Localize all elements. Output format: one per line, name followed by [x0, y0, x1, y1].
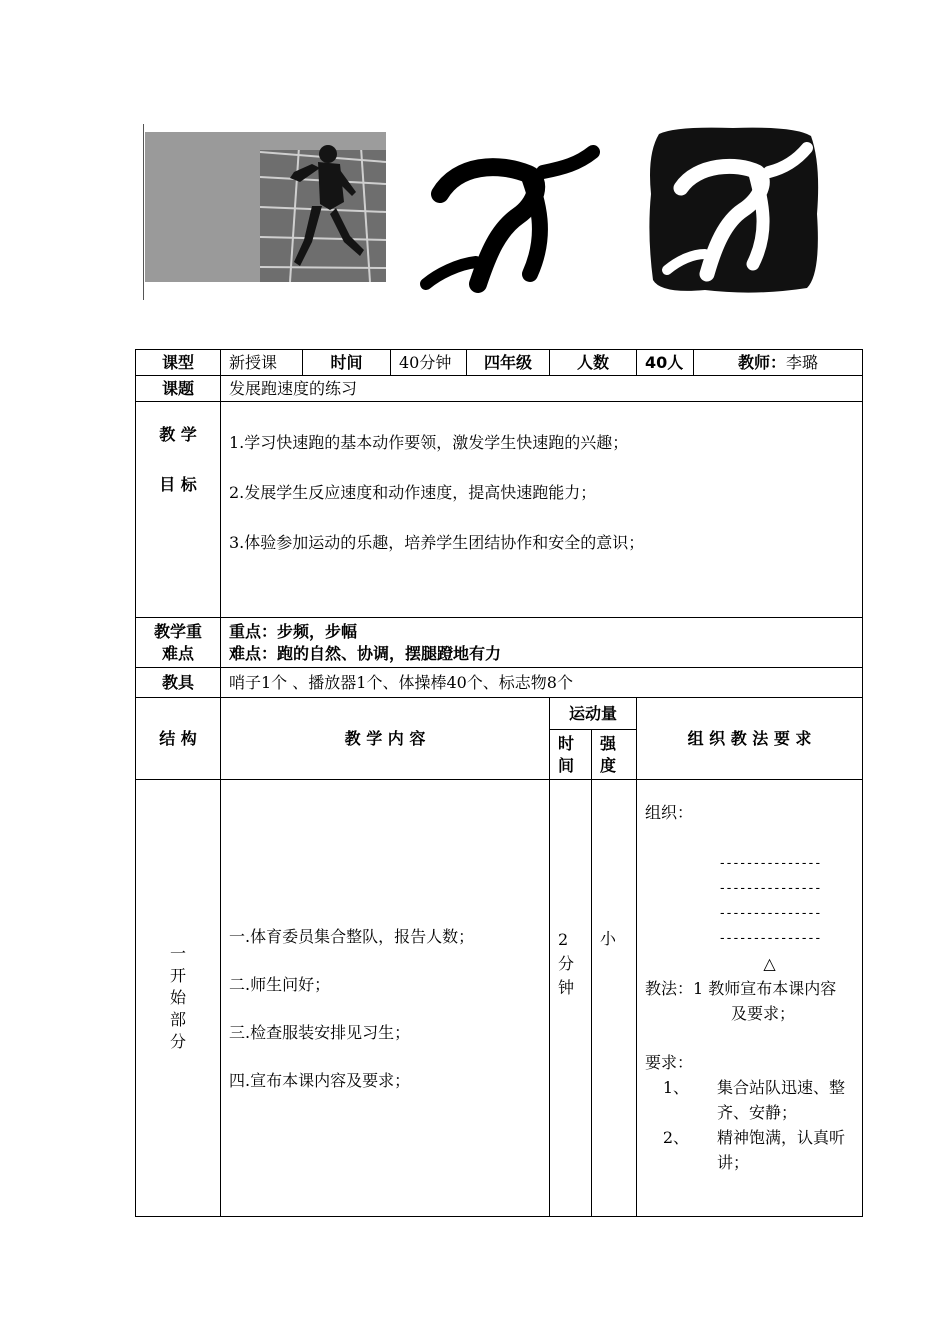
objective-item: 3.体验参加运动的乐趣，培养学生团结协作和安全的意识； — [229, 533, 645, 552]
lesson-type-value: 新授课 — [221, 350, 303, 376]
key-points-value — [221, 618, 863, 668]
requirement-label: 要求： — [645, 1053, 694, 1072]
time-value: 40分钟 — [391, 350, 467, 376]
formation-diagram — [645, 851, 854, 976]
requirement-text: 集合站队迅速、整齐、安静； — [717, 1078, 846, 1122]
equipment-label: 教具 — [136, 668, 221, 698]
load-header: 运动量 — [550, 698, 637, 730]
intensity-header: 强度 — [592, 730, 637, 780]
key-point: 重点：步频，步幅 — [229, 621, 358, 641]
lesson-plan-table — [135, 349, 863, 1217]
topic-value: 发展跑速度的练习 — [221, 376, 863, 402]
difficulty-point: 难点：跑的自然、协调，摆腿蹬地有力 — [229, 643, 502, 663]
objective-item: 1.学习快速跑的基本动作要领，激发学生快速跑的兴趣； — [229, 433, 629, 452]
section-name-char: 一 — [169, 944, 186, 963]
header-row — [136, 350, 863, 376]
count-label: 人数 — [550, 350, 637, 376]
count-value: 40人 — [637, 350, 694, 376]
section-name-char: 部 — [169, 1010, 186, 1029]
content-header: 教 学 内 容 — [221, 698, 550, 780]
column-header-row-1 — [136, 698, 863, 730]
grey-panel — [145, 132, 261, 282]
equipment-value: 哨子1个 、播放器1个、体操棒40个、标志物8个 — [221, 668, 863, 698]
time-char: 2 — [558, 930, 569, 949]
formation-row: --------------- — [718, 906, 821, 921]
equipment-row — [136, 668, 863, 698]
teacher-label: 教师： — [738, 352, 787, 372]
running-figure-icon — [418, 134, 618, 294]
section-start-row — [136, 780, 863, 1217]
requirement-number: 1、 — [662, 1078, 690, 1097]
objectives-label-line1: 教 学 — [159, 425, 197, 444]
method-text: 1 教师宣布本课内容 — [693, 979, 837, 998]
key-points-row — [136, 618, 863, 668]
section-start-content — [221, 780, 550, 1217]
requirement-item — [645, 1125, 854, 1175]
section-start-intensity: 小 — [592, 780, 637, 1217]
content-item: 一.体育委员集合整队，报告人数； — [229, 927, 475, 946]
topic-label: 课题 — [136, 376, 221, 402]
section-name-char: 始 — [169, 988, 186, 1007]
section-start-time — [550, 780, 592, 1217]
content-item: 二.师生问好； — [229, 975, 331, 994]
section-name-char: 开 — [169, 966, 186, 985]
grade-label: 四年级 — [467, 350, 550, 376]
content-item: 三.检查服装安排见习生； — [229, 1023, 411, 1042]
banner-divider — [143, 124, 144, 300]
objective-item: 2.发展学生反应速度和动作速度，提高快速跑能力； — [229, 483, 597, 502]
key-points-label-line1: 教学重 — [153, 621, 202, 641]
requirement-item — [645, 1075, 854, 1125]
time-label: 时间 — [303, 350, 391, 376]
organization-label: 组织： — [645, 803, 694, 822]
content-item: 四.宣布本课内容及要求； — [229, 1071, 411, 1090]
section-start-name — [136, 780, 221, 1217]
topic-row — [136, 376, 863, 402]
objectives-label — [136, 402, 221, 618]
lesson-type-label: 课型 — [136, 350, 221, 376]
header-banner — [143, 124, 823, 304]
formation-row: --------------- — [718, 856, 821, 871]
objectives-list — [221, 402, 863, 618]
teacher-position-icon: △ — [763, 954, 776, 973]
teacher-name: 李璐 — [786, 352, 819, 372]
teacher-cell — [694, 350, 863, 376]
time-char: 分 — [558, 954, 575, 973]
formation-row: --------------- — [718, 881, 821, 896]
structure-header: 结 构 — [136, 698, 221, 780]
method-header: 组 织 教 法 要 求 — [637, 698, 863, 780]
section-name-char: 分 — [169, 1032, 186, 1051]
sprinter-photo — [260, 132, 386, 282]
formation-row: --------------- — [718, 931, 821, 946]
method-label: 教法： — [645, 979, 694, 998]
method-text-cont: 及要求； — [731, 1004, 796, 1023]
running-stamp-icon — [645, 124, 821, 294]
time-char: 钟 — [558, 978, 575, 997]
key-points-label-line2: 难点 — [161, 643, 194, 663]
section-start-method — [637, 780, 863, 1217]
requirement-number: 2、 — [662, 1128, 690, 1147]
objectives-row — [136, 402, 863, 618]
time-header: 时间 — [550, 730, 592, 780]
method-line — [645, 976, 854, 1001]
objectives-label-line2: 目 标 — [159, 475, 197, 494]
requirement-text: 精神饱满，认真听讲； — [717, 1128, 846, 1172]
key-points-label — [136, 618, 221, 668]
